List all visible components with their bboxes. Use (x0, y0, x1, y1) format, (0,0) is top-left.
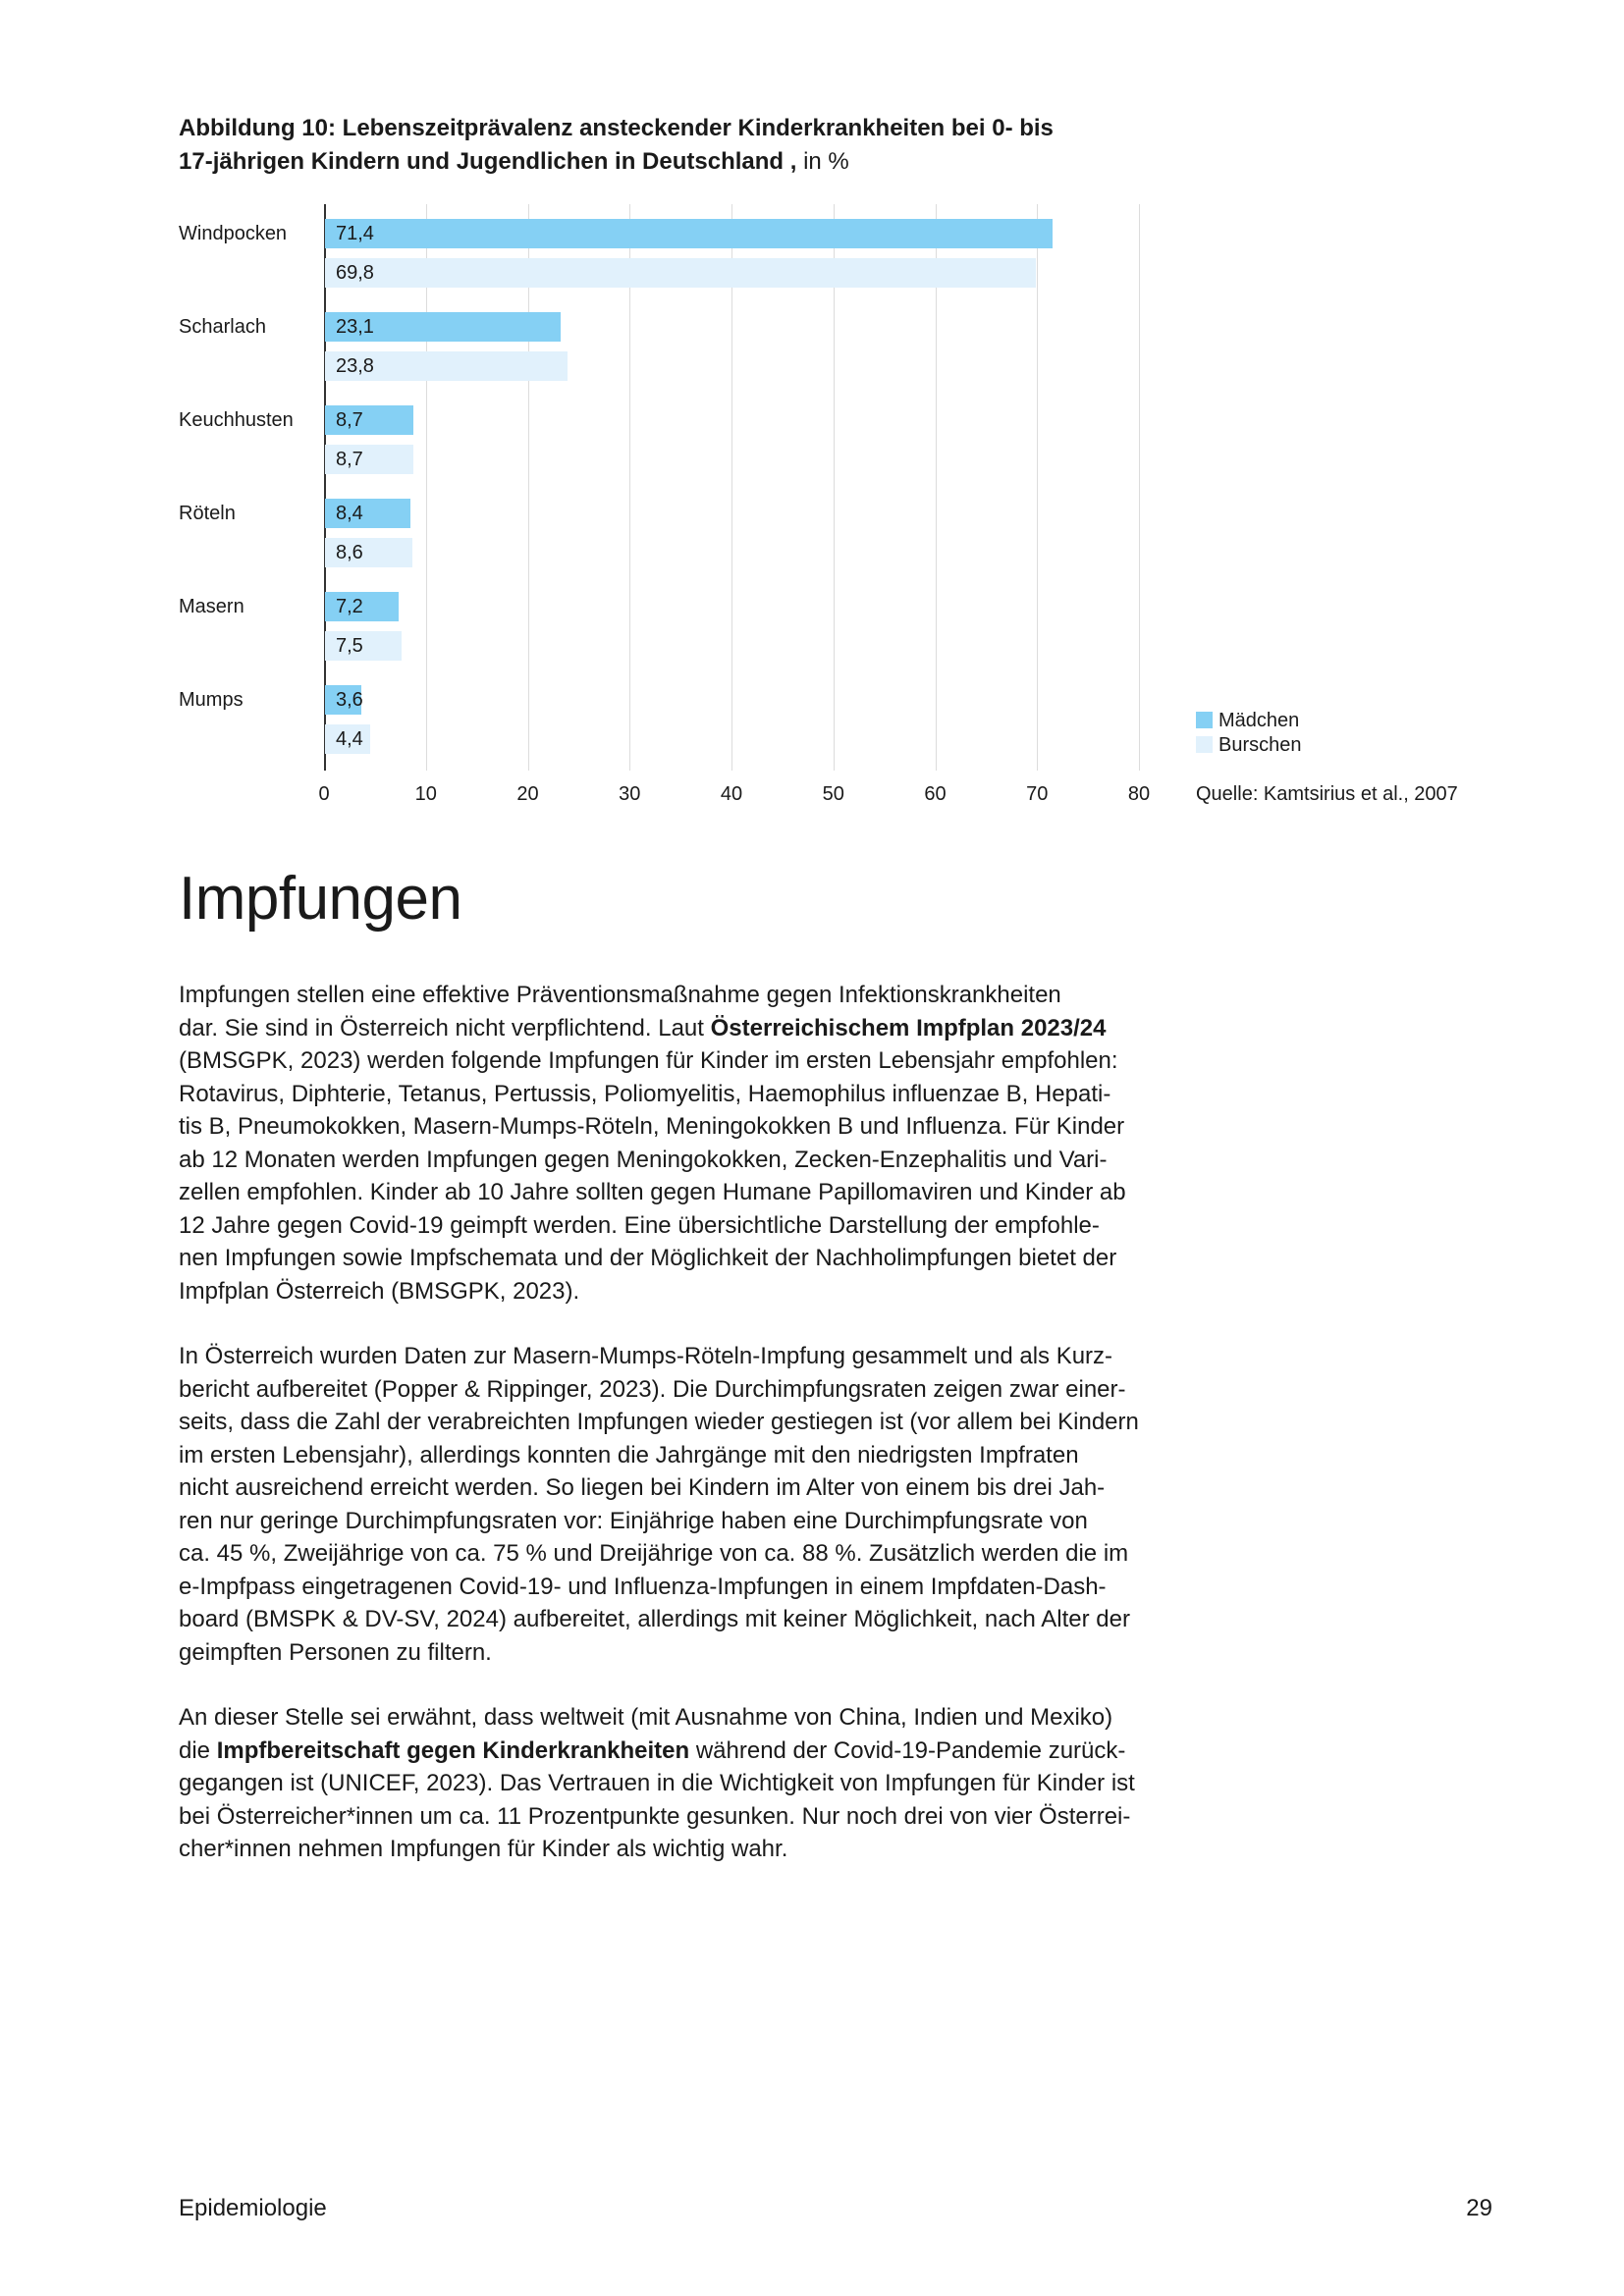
bar-burschen (325, 351, 568, 381)
bar-value-label: 7,2 (336, 596, 363, 617)
bar-value-label: 8,7 (336, 409, 363, 431)
text-line (179, 1373, 1139, 1407)
gridline (834, 204, 835, 771)
figure-title-bold: 17-jährigen Kindern und Jugendlichen in Deutschland , (179, 148, 797, 175)
text: Rotavirus, Diphterie, Tetanus, Pertussis, Poliomyelitis, Haemophilus influenzae B, Hepati- (179, 1080, 1111, 1107)
bar-value-label: 71,4 (336, 223, 374, 244)
text-line (179, 1571, 1139, 1604)
text: dar. Sie sind in Österreich nicht verpflichtend. Laut (179, 1014, 711, 1041)
gridline (528, 204, 529, 771)
category-label: Mumps (179, 689, 244, 711)
text-line (179, 1701, 1135, 1735)
bar-burschen (325, 258, 1036, 288)
bar-maedchen (325, 592, 399, 621)
x-tick-label: 10 (414, 783, 437, 805)
text: 12 Jahre gegen Covid-19 geimpft werden. Eine übersichtliche Darstellung der empfohle- (179, 1211, 1100, 1239)
gridline (426, 204, 427, 771)
bar-burschen (325, 631, 402, 661)
legend-label: Burschen (1218, 734, 1302, 756)
bar-value-label: 69,8 (336, 262, 374, 284)
text: nicht ausreichend erreicht werden. So liegen bei Kindern im Alter von einem bis drei Jah- (179, 1474, 1106, 1501)
category-label: Windpocken (179, 223, 288, 244)
gridline (1037, 204, 1038, 771)
x-tick-label: 20 (516, 783, 539, 805)
text: im ersten Lebensjahr), allerdings konnten die Jahrgänge mit den niedrigsten Impfraten (179, 1441, 1079, 1468)
x-tick-label: 50 (822, 783, 844, 805)
category-label: Röteln (179, 503, 236, 524)
text-line (179, 1209, 1126, 1243)
text-line (179, 979, 1126, 1012)
text: tis B, Pneumokokken, Masern-Mumps-Röteln, Meningokokken B und Influenza. Für Kinder (179, 1113, 1125, 1140)
paragraph (179, 1701, 1135, 1866)
gridline (731, 204, 732, 771)
text-line (179, 1110, 1126, 1144)
bar-value-label: 23,8 (336, 355, 374, 377)
bar-maedchen (325, 312, 561, 342)
figure-title-unit: in % (796, 148, 849, 175)
bar-burschen (325, 445, 413, 474)
text-line (179, 1537, 1139, 1571)
bar-maedchen (325, 219, 1053, 248)
gridline (936, 204, 937, 771)
category-label: Keuchhusten (179, 409, 294, 431)
bar-burschen (325, 724, 370, 754)
footer-section: Epidemiologie (179, 2195, 327, 2221)
legend-swatch-burschen (1196, 736, 1213, 753)
text: während der Covid-19-Pandemie zurück- (689, 1736, 1126, 1764)
text-line (179, 1176, 1126, 1209)
bar-maedchen (325, 499, 410, 528)
paragraph (179, 979, 1126, 1308)
text: ren nur geringe Durchimpfungsraten vor: Einjährige haben eine Durchimpfungsrate von (179, 1507, 1088, 1534)
text: Impfungen stellen eine effektive Präventionsmaßnahme gegen Infektionskrankheiten (179, 982, 1061, 1008)
text-line (179, 1340, 1139, 1373)
text-line (179, 1471, 1139, 1505)
text: In Österreich wurden Daten zur Masern-Mumps-Röteln-Impfung gesammelt und als Kurz- (179, 1343, 1113, 1369)
text: bei Österreicher*innen um ca. 11 Prozentpunkte gesunken. Nur noch drei von vier Österrei- (179, 1802, 1131, 1830)
text-line (179, 1735, 1135, 1768)
bar-value-label: 7,5 (336, 635, 363, 657)
text-line (179, 1505, 1139, 1538)
text: e-Impfpass eingetragenen Covid-19- und Influenza-Impfungen in einem Impfdaten-Dash- (179, 1573, 1107, 1600)
text-line (179, 1603, 1139, 1636)
text: gegangen ist (UNICEF, 2023). Das Vertrauen in die Wichtigkeit von Impfungen für Kinder ist (179, 1770, 1135, 1796)
text-line (179, 1636, 1139, 1670)
bar-burschen (325, 538, 412, 567)
text: Impfplan Österreich (BMSGPK, 2023). (179, 1277, 580, 1305)
text: (BMSGPK, 2023) werden folgende Impfungen für Kinder im ersten Lebensjahr empfohlen: (179, 1047, 1118, 1074)
page-number: 29 (1466, 2195, 1492, 2221)
text: ca. 45 %, Zweijährige von ca. 75 % und Dreijährige von ca. 88 %. Zusätzlich werden die im (179, 1540, 1129, 1567)
bar-value-label: 3,6 (336, 689, 363, 711)
category-label: Masern (179, 596, 244, 617)
text: seits, dass die Zahl der verabreichten Impfungen wieder gestiegen ist (vor allem bei Kindern (179, 1409, 1139, 1435)
text: zellen empfohlen. Kinder ab 10 Jahre sollten gegen Humane Papillomaviren und Kinder ab (179, 1179, 1126, 1205)
x-tick-label: 60 (924, 783, 947, 805)
text-line (179, 1767, 1135, 1800)
x-tick-label: 70 (1026, 783, 1049, 805)
bar-chart (0, 0, 1624, 834)
legend-item-burschen (1196, 733, 1302, 758)
text-line (179, 1439, 1139, 1472)
figure-title-line-1: Abbildung 10: Lebenszeitprävalenz ansteckender Kinderkrankheiten bei 0- bis (179, 115, 1054, 141)
text-line (179, 1144, 1126, 1177)
paragraph (179, 1340, 1139, 1669)
bold-text: Österreichischem Impfplan 2023/24 (710, 1014, 1107, 1041)
x-tick-label: 0 (318, 783, 330, 805)
bar-value-label: 4,4 (336, 728, 363, 750)
gridline (629, 204, 630, 771)
text-line (179, 1406, 1139, 1439)
text: bericht aufbereitet (Popper & Rippinger, 2023). Die Durchimpfungsraten zeigen zwar einer- (179, 1375, 1126, 1403)
text-line (179, 1275, 1126, 1308)
bar-value-label: 8,4 (336, 503, 363, 524)
x-tick-label: 80 (1127, 783, 1151, 805)
bar-value-label: 8,7 (336, 449, 363, 470)
text: cher*innen nehmen Impfungen für Kinder als wichtig wahr. (179, 1836, 788, 1862)
bold-text: Impfbereitschaft gegen Kinderkrankheiten (216, 1736, 690, 1764)
gridline (1139, 204, 1140, 771)
text: An dieser Stelle sei erwähnt, dass weltweit (mit Ausnahme von China, Indien und Mexiko) (179, 1704, 1113, 1731)
text: nen Impfungen sowie Impfschemata und der Möglichkeit der Nachholimpfungen bietet der (179, 1245, 1117, 1271)
text-line (179, 1012, 1126, 1045)
bar-value-label: 23,1 (336, 316, 374, 338)
figure-source: Quelle: Kamtsirius et al., 2007 (1196, 783, 1458, 805)
bar-value-label: 8,6 (336, 542, 363, 563)
legend-swatch-maedchen (1196, 712, 1213, 728)
text: die (179, 1736, 217, 1764)
text-line (179, 1044, 1126, 1078)
text-line (179, 1800, 1135, 1834)
bar-maedchen (325, 685, 361, 715)
text-line (179, 1833, 1135, 1866)
text: board (BMSPK & DV-SV, 2024) aufbereitet, allerdings mit keiner Möglichkeit, nach Alter der (179, 1606, 1130, 1632)
legend-label: Mädchen (1218, 710, 1300, 731)
category-label: Scharlach (179, 316, 266, 338)
text: geimpften Personen zu filtern. (179, 1638, 492, 1666)
text-line (179, 1242, 1126, 1275)
legend-item-maedchen (1196, 709, 1299, 733)
bar-maedchen (325, 405, 413, 435)
section-heading: Impfungen (179, 865, 462, 933)
text-line (179, 1078, 1126, 1111)
x-tick-label: 30 (619, 783, 641, 805)
x-tick-label: 40 (720, 783, 743, 805)
text: ab 12 Monaten werden Impfungen gegen Meningokokken, Zecken-Enzephalitis und Vari- (179, 1146, 1108, 1173)
